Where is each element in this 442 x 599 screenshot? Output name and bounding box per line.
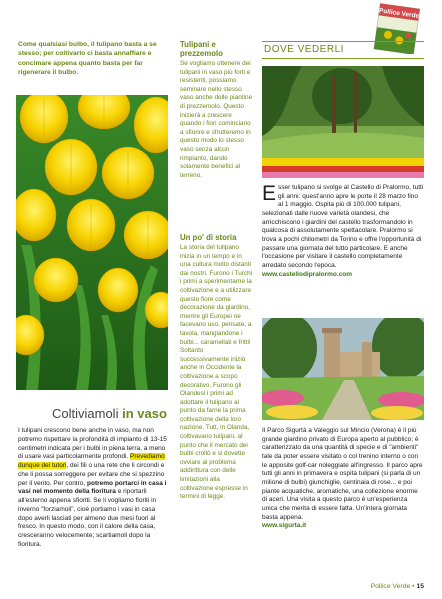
footer-magazine: Pollice Verde — [370, 583, 411, 590]
link-sigurta[interactable]: www.sigurta.it — [262, 522, 307, 530]
article-title — [52, 406, 167, 421]
footer-separator: • — [410, 583, 417, 590]
castle-park-photo — [262, 318, 424, 420]
dove-paragraph-pralormo — [262, 184, 424, 279]
dove-drop-1: E — [262, 182, 277, 205]
sidebar-text-prezzemolo: Se vogliamo ottenere dei tulipani in vaso più forti e resistenti, possiamo seminare nello stesso vaso anche delle piantine di prezzemolo. Questo inizierà a crescere quando i fiori cominciano a sfiorire e sfrutteremo in questo modo lo stesso vaso senza alcun rimpianto, dando solamente benefici al terreno. — [180, 60, 253, 179]
article-p1-a: tulipani crescono bene anche in vaso, ma non potremo rispettare la profondità di impianto di 13-15 centimetri indicata per i bulbi in piena terra, a meno di usare vasi particolarmente profondi. — [18, 427, 167, 461]
dove-text-2: l Parco Sigurtà a Valeggio sul Mincio (Verona) è il più grande giardino privato di Europa aperto al pubblico; è caratterizzato da una quantità di specie e di "ambienti" tale da poter essere visitato o col trenino interno o con le apposite golf-car noleggiate all'ingresso. Il parco apre tutti gli anni in primavera e ospita tulipani (si parla di un milione di bulbi) giunchiglie, centinaia di rose... e poi piante acquatiche, aromatiche, una collezione enorme di aceri. Una visita a questo parco è un'esperienza unica che merita di essere fatta. Un'intera giornata basta appena. — [262, 427, 423, 521]
sidebar-text-storia: La storia del tulipano inizia in un tempo e in una cultura molto distanti dai nostri. Furono i Turchi i primi a sperimentarne la coltivazione e a utilizzare questo fiore come decorazione da giardino, mentre gli Europei ne facevano uso, pensate, a tavola, mangiandone i bulbi... caramellati e fritti! Soltanto successivamente iniziò anche in Occidente la coltivazione a scopo decorativo. Furono gli Olandesi i primi ad adottare il tulipano al punto da farne la prima coltivazione della loro nazione. Tutt, in Olanda, coltivavano tulipani, al punto che il mercato dei bulbi crollò e si dovette ovviare al problema addirittura con delle limitazioni alla coltivazione espresse in termini di legge. — [180, 244, 253, 501]
highlighted-text: Prevediamo dunque dei tutori — [18, 453, 165, 469]
tulip-garden-photo — [262, 66, 424, 178]
article-bold-text: potremo portarci in casa i vasi nel momento della fioritura — [18, 479, 167, 496]
article-drop: I — [18, 427, 20, 434]
link-pralormo[interactable]: www.castellodipralormo.com — [262, 270, 353, 278]
lead-paragraph: Come qualsiasi bulbo, il tulipano basta a se stesso; per coltivarlo ci basta annaffiare e concimare appena quanto basta per far rigenerare il bulbo. — [18, 41, 157, 77]
page-footer — [371, 583, 424, 590]
sidebar-title-storia: Un po' di storia — [180, 233, 237, 242]
article-body — [18, 427, 170, 550]
cover-title: Pollice Verde — [378, 7, 420, 20]
dove-vederli-header — [262, 41, 424, 59]
tulip-photo — [16, 95, 168, 390]
article-p1-c: e riportarli all'esterno appena sfioriti. Se li vogliamo fioriti in inverno "forziamoli", cioè portiamo i vasi in casa dopo averli lasciati per almeno due mesi fuori al fresco. In questo modo, con il calore della casa, cresceranno velocemente; scartiamoli dopo la fioritura. — [18, 488, 157, 548]
dove-paragraph-sigurta — [262, 427, 424, 531]
dove-vederli-title: DOVE VEDERLI — [264, 44, 344, 55]
dove-drop-2: I — [262, 427, 264, 434]
article-title-bold: in vaso — [122, 406, 167, 421]
article-p1-b: , dei fili o una rete che li circondi e che li possa sorreggere per evitare che si spezzino per il vento. Per contro, — [18, 462, 165, 487]
dove-text-1: sser tulipano si svolge al Castello di Pralormo, tutti gli anni: quest'anno apre le porte il 28 marzo fino al 1 maggio. Ospita più di 100.000 tulipani, selezionati dalle nuove varietà olandesi, che arricchiscono i giardini del castello trasformandolo in qualcosa di assolutamente spettacolare. Pralormo si trova a pochi chilometri da Torino e offre l'opportunità di passare una giornata del tutto particolare. E anche l'occasione per visitare il castello completamente arredato secondo l'epoca. — [262, 184, 424, 269]
sidebar-title-tulipani-prezzemolo: Tulipani e prezzemolo — [180, 40, 223, 58]
page-number: 15 — [416, 583, 424, 590]
article-title-light: Coltiviamoli — [52, 406, 119, 421]
